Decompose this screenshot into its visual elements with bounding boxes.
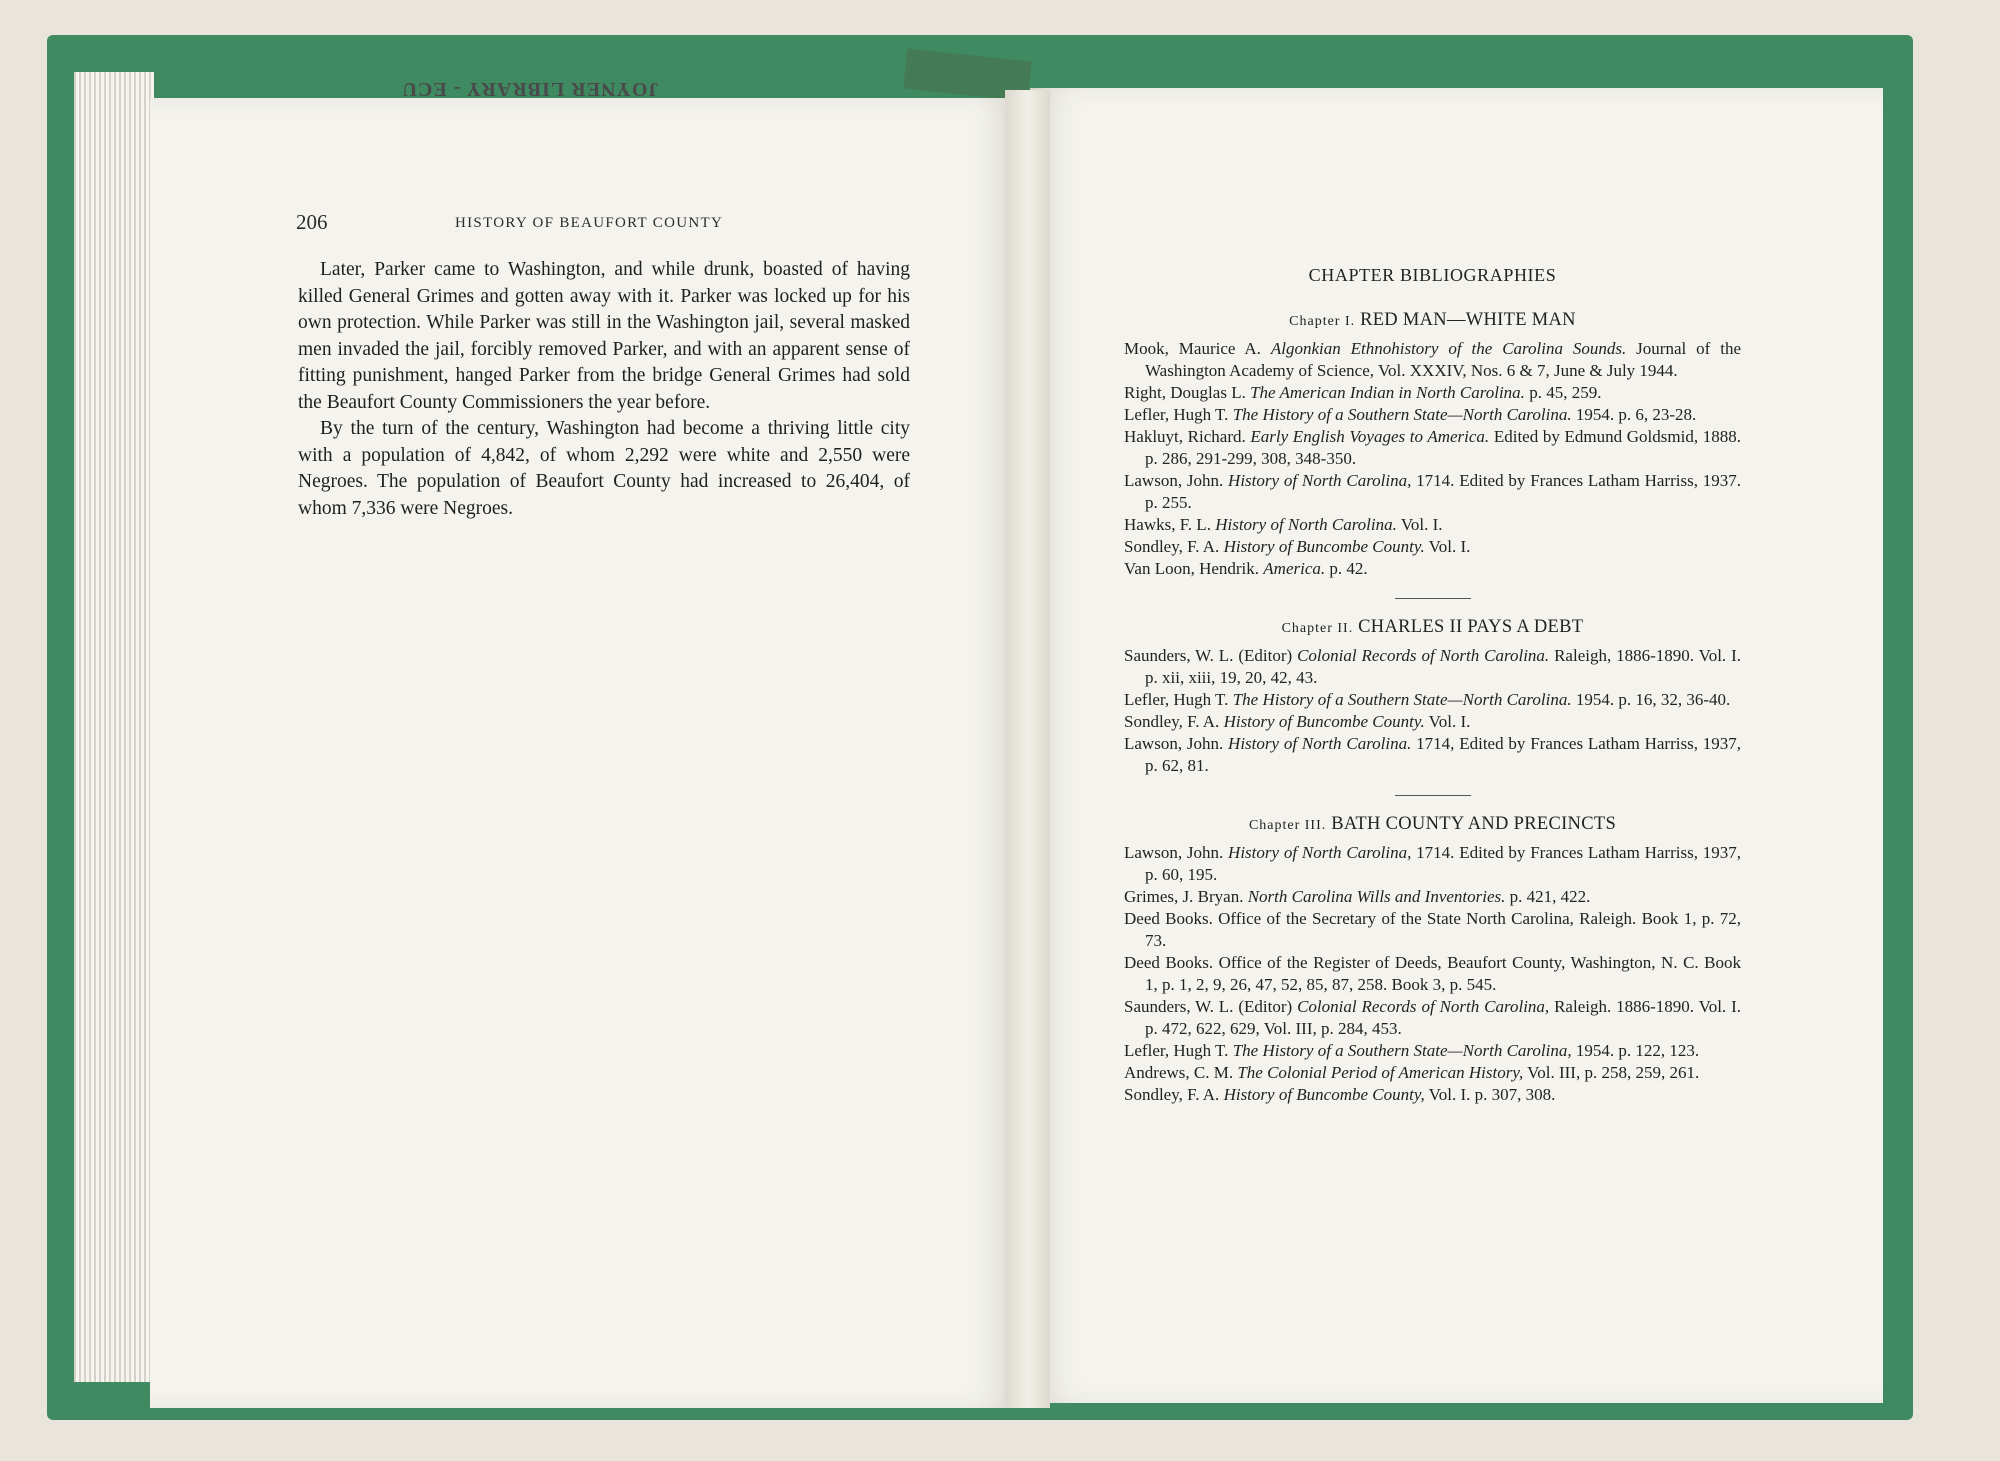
entry-text: Lawson, John. xyxy=(1124,471,1229,490)
entry-text: Deed Books. Office of the Secretary of the State North Carolina, Raleigh. Book 1, p. 72, 73. xyxy=(1124,909,1741,950)
bibliography-entry xyxy=(1124,338,1741,382)
chapter-list xyxy=(1124,310,1741,1106)
entry-text: 1714. Edited by Frances Latham Harriss, 1937, p. 60, 195. xyxy=(1145,843,1741,884)
bibliography-entry xyxy=(1124,711,1741,733)
entry-text: Lefler, Hugh T. xyxy=(1124,690,1233,709)
chapter-label: Chapter III. xyxy=(1248,818,1327,833)
page-edges xyxy=(74,72,154,1382)
entry-title: History of Buncombe County. xyxy=(1223,537,1425,556)
entry-text: 1714. Edited by Frances Latham Harriss, 1937. p. 255. xyxy=(1145,471,1741,512)
bibliography-entry xyxy=(1124,952,1741,996)
chapter-label: Chapter I. xyxy=(1289,314,1356,329)
paragraph: By the turn of the century, Washington had become a thriving little city with a population of 4,842, of whom 2,292 were white and 2,550 were Negroes. The population of Beaufort County had increased to 26,404, of whom 7,336 were Negroes. xyxy=(298,418,910,519)
entry-title: History of North Carolina, xyxy=(1228,843,1412,862)
chapter-heading xyxy=(1124,617,1741,638)
entry-text: Lefler, Hugh T. xyxy=(1124,405,1233,424)
bibliography-entry xyxy=(1124,536,1741,558)
library-edge-stamp: JOYNER LIBRARY - ECU xyxy=(401,78,659,100)
entry-title: The History of a Southern State—North Carolina. xyxy=(1232,405,1572,424)
bibliography-entry xyxy=(1124,1084,1741,1106)
chapter-title: CHARLES II PAYS A DEBT xyxy=(1358,617,1584,637)
bibliography-entry xyxy=(1124,1062,1741,1084)
entry-text: 1954. p. 122, 123. xyxy=(1571,1041,1700,1060)
bibliography-entry xyxy=(1124,1040,1741,1062)
bibliography-entry xyxy=(1124,404,1741,426)
entry-text: Sondley, F. A. xyxy=(1124,537,1224,556)
section-divider xyxy=(1395,598,1471,599)
bibliography-entry xyxy=(1124,645,1741,689)
entry-text: Saunders, W. L. (Editor) xyxy=(1124,997,1298,1016)
bibliography-entry xyxy=(1124,426,1741,470)
entry-title: The History of a Southern State—North Carolina, xyxy=(1232,1041,1572,1060)
chapter-label: Chapter II. xyxy=(1281,621,1354,636)
chapter-title: RED MAN—WHITE MAN xyxy=(1360,310,1576,330)
entry-text: Sondley, F. A. xyxy=(1124,712,1224,731)
entry-text: Deed Books. Office of the Register of Deeds, Beaufort County, Washington, N. C. Book 1, p. 1, 2, 9, 26, 47, 52, 85, 87, 258. Book 3, p. 545. xyxy=(1124,953,1741,994)
entry-text: p. 421, 422. xyxy=(1505,887,1591,906)
bibliography-entry xyxy=(1124,382,1741,404)
entry-text: Van Loon, Hendrik. xyxy=(1124,559,1264,578)
running-head: HISTORY OF BEAUFORT COUNTY xyxy=(455,215,724,231)
chapter-bibliographies xyxy=(1124,265,1741,1106)
entry-text: Andrews, C. M. xyxy=(1124,1063,1238,1082)
bibliography-entry xyxy=(1124,470,1741,514)
bibliography-entry xyxy=(1124,908,1741,952)
entry-title: History of North Carolina. xyxy=(1228,734,1412,753)
bibliography-title: CHAPTER BIBLIOGRAPHIES xyxy=(1308,265,1557,285)
entry-title: The Colonial Period of American History, xyxy=(1237,1063,1524,1082)
chapter-heading xyxy=(1124,814,1741,835)
left-page-body xyxy=(298,257,910,522)
bibliography-entry xyxy=(1124,733,1741,777)
entry-text: Vol. I. p. 307, 308. xyxy=(1424,1085,1556,1104)
section-divider xyxy=(1395,795,1471,796)
entry-text: p. 45, 259. xyxy=(1524,383,1602,402)
bibliography-entry xyxy=(1124,996,1741,1040)
entry-title: Colonial Records of North Carolina. xyxy=(1297,646,1550,665)
entry-text: Raleigh, 1886-1890. Vol. I. p. xii, xiii, 19, 20, 42, 43. xyxy=(1145,646,1741,687)
entry-text: Lawson, John. xyxy=(1124,734,1229,753)
entry-text: Edited by Edmund Goldsmid, 1888. p. 286, 291-299, 308, 348-350. xyxy=(1145,427,1741,468)
entry-title: History of North Carolina. xyxy=(1215,515,1397,534)
entry-text: Lefler, Hugh T. xyxy=(1124,1041,1233,1060)
bibliography-entry xyxy=(1124,689,1741,711)
entry-text: Saunders, W. L. (Editor) xyxy=(1124,646,1298,665)
entry-text: Vol. I. xyxy=(1424,537,1471,556)
entry-text: Mook, Maurice A. xyxy=(1124,339,1271,358)
entry-text: Vol. I. xyxy=(1396,515,1443,534)
entry-title: History of North Carolina, xyxy=(1228,471,1412,490)
entry-text: Grimes, J. Bryan. xyxy=(1124,887,1248,906)
bibliography-entry xyxy=(1124,514,1741,536)
entry-text: 1954. p. 6, 23-28. xyxy=(1571,405,1697,424)
entry-title: Colonial Records of North Carolina, xyxy=(1297,997,1550,1016)
bibliography-entry xyxy=(1124,558,1741,580)
entry-title: The History of a Southern State—North Carolina. xyxy=(1232,690,1572,709)
entry-text: 1954. p. 16, 32, 36-40. xyxy=(1571,690,1731,709)
entry-text: Hakluyt, Richard. xyxy=(1124,427,1251,446)
bibliography-entry xyxy=(1124,886,1741,908)
entry-text: Vol. I. xyxy=(1424,712,1471,731)
entry-title: North Carolina Wills and Inventories. xyxy=(1247,887,1506,906)
entry-text: Raleigh. 1886-1890. Vol. I. p. 472, 622, 629, Vol. III, p. 284, 453. xyxy=(1145,997,1741,1038)
entry-title: Algonkian Ethnohistory of the Carolina Sounds. xyxy=(1270,339,1627,358)
entry-text: p. 42. xyxy=(1325,559,1368,578)
chapter-heading xyxy=(1124,310,1741,331)
entry-text: Lawson, John. xyxy=(1124,843,1229,862)
entry-text: 1714, Edited by Frances Latham Harriss, 1937, p. 62, 81. xyxy=(1145,734,1741,775)
entry-title: The American Indian in North Carolina. xyxy=(1250,383,1525,402)
bibliography-entry xyxy=(1124,842,1741,886)
entry-text: Sondley, F. A. xyxy=(1124,1085,1224,1104)
chapter-title: BATH COUNTY AND PRECINCTS xyxy=(1331,814,1617,834)
entry-text: Vol. III, p. 258, 259, 261. xyxy=(1523,1063,1700,1082)
entry-title: History of Buncombe County. xyxy=(1223,712,1425,731)
book-gutter xyxy=(1005,90,1050,1408)
paragraph: Later, Parker came to Washington, and while drunk, boasted of having killed General Grimes and gotten away with it. Parker was locked up for his own protection. While Parker was still in the Washington jail, several masked men invaded the jail, forcibly removed Parker, and with an apparent sense of fitting punishment, hanged Parker from the bridge General Grimes had sold the Beaufort County Commissioners the year before. xyxy=(298,259,910,413)
entry-title: America. xyxy=(1263,559,1326,578)
entry-title: History of Buncombe County, xyxy=(1223,1085,1425,1104)
entry-text: Journal of the Washington Academy of Science, Vol. XXXIV, Nos. 6 & 7, June & July 1944. xyxy=(1145,339,1741,380)
entry-text: Hawks, F. L. xyxy=(1124,515,1216,534)
entry-text: Right, Douglas L. xyxy=(1124,383,1251,402)
entry-title: Early English Voyages to America. xyxy=(1250,427,1490,446)
page-number: 206 xyxy=(296,210,328,234)
